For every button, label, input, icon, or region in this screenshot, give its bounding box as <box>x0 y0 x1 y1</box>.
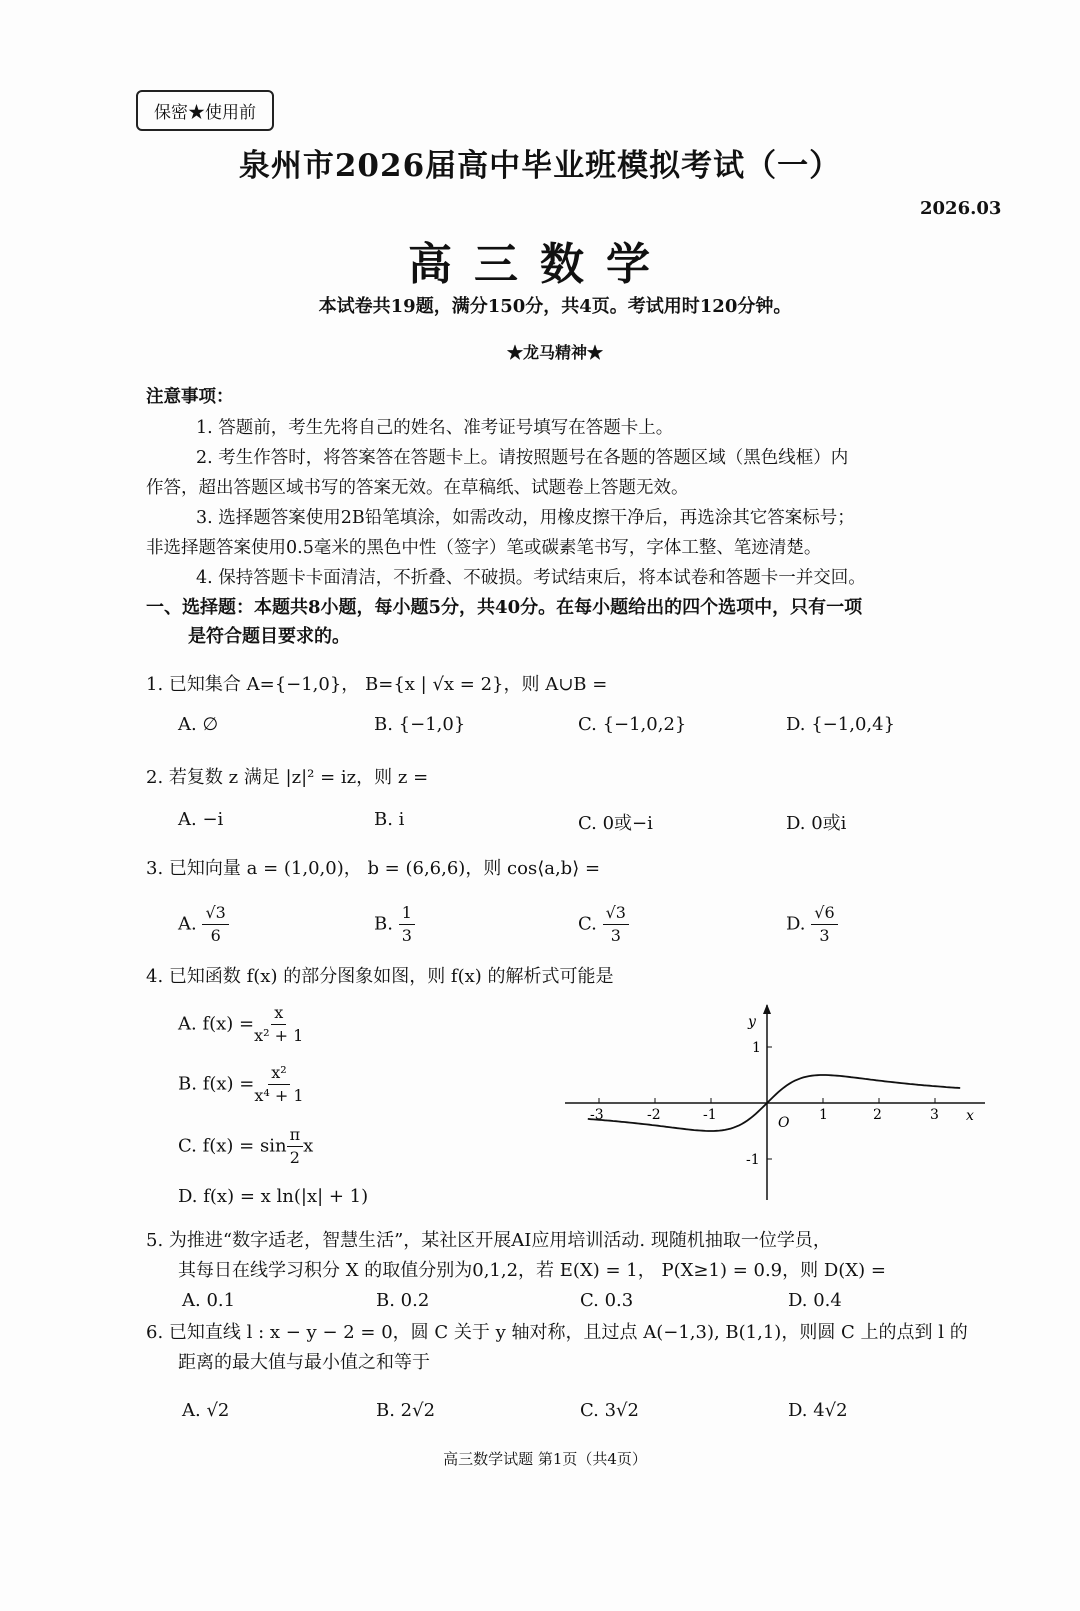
option-c: C. {−1,0,2} <box>578 714 687 735</box>
question-5-cont: 其每日在线学习积分 X 的取值分别为0,1,2，若 E(X) = 1， P(X≥1) = 0.9，则 D(X) = <box>178 1260 886 1281</box>
x-tick-label: -2 <box>647 1107 661 1123</box>
x-tick-label: -3 <box>590 1107 604 1123</box>
option-c: C. 0或−i <box>578 813 653 834</box>
option-label: A. <box>178 1013 197 1035</box>
option-a <box>178 1002 303 1047</box>
denominator: 6 <box>210 926 221 945</box>
denominator: x² + 1 <box>254 1026 304 1045</box>
numerator: √3 <box>603 902 629 925</box>
option-label: D. <box>178 1186 198 1207</box>
subject-title: 高三数学 <box>408 239 672 290</box>
option-b: B. 0.2 <box>376 1290 430 1311</box>
option-a <box>178 902 229 947</box>
option-d <box>178 1186 368 1207</box>
denominator: 2 <box>289 1148 300 1167</box>
fraction <box>287 1124 304 1169</box>
option-b <box>374 902 415 947</box>
question-6-cont: 距离的最大值与最小值之和等于 <box>178 1352 430 1373</box>
section-heading: 一、选择题：本题共8小题，每小题5分，共40分。在每小题给出的四个选项中，只有一项 <box>146 597 863 618</box>
fraction <box>254 1002 303 1047</box>
question-6: 6. 已知直线 l : x − y − 2 = 0，圆 C 关于 y 轴对称，且过点 A(−1,3), B(1,1)，则圆 C 上的点到 l 的 <box>146 1322 968 1343</box>
x-tick-label: -1 <box>703 1107 717 1123</box>
option-c <box>578 902 629 947</box>
page-footer: 高三数学试题 第1页（共4页） <box>443 1450 647 1468</box>
expr: x <box>303 1135 314 1157</box>
expr: f(x) = x ln(|x| + 1) <box>203 1186 369 1207</box>
option-label: B. <box>178 1073 197 1095</box>
note-line: 作答，超出答题区域书写的答案无效。在草稿纸、试题卷上答题无效。 <box>146 478 689 498</box>
exam-info: 本试卷共19题，满分150分，共4页。考试用时120分钟。 <box>318 296 792 317</box>
fraction <box>603 902 629 947</box>
x-tick-label: 3 <box>930 1107 939 1123</box>
option-label: D. <box>786 913 806 935</box>
option-b <box>178 1062 304 1107</box>
section-heading-cont: 是符合题目要求的。 <box>188 626 350 647</box>
option-d: D. 0.4 <box>788 1290 842 1311</box>
y-tick-label: 1 <box>752 1040 761 1056</box>
fraction <box>202 902 228 947</box>
numerator: x <box>271 1002 286 1025</box>
exam-title: 泉州市2026届高中毕业班模拟考试（一） <box>238 148 842 184</box>
option-a: A. −i <box>178 809 224 830</box>
y-tick-label: -1 <box>746 1152 760 1168</box>
denominator: 3 <box>819 926 830 945</box>
note-line: 4. 保持答题卡卡面清洁，不折叠、不破损。考试结束后，将本试卷和答题卡一并交回。 <box>196 568 866 588</box>
numerator: π <box>287 1124 304 1147</box>
denominator: x⁴ + 1 <box>254 1086 304 1105</box>
numerator: 1 <box>399 902 415 925</box>
question-2: 2. 若复数 z 满足 |z|² = iz，则 z = <box>146 767 429 788</box>
fraction <box>399 902 415 947</box>
note-line: 3. 选择题答案使用2B铅笔填涂，如需改动，用橡皮擦干净后，再选涂其它答案标号； <box>196 508 855 528</box>
question-4: 4. 已知函数 f(x) 的部分图象如图，则 f(x) 的解析式可能是 <box>146 966 614 987</box>
note-line: 2. 考生作答时，将答案答在答题卡上。请按照题号在各题的答题区域（黑色线框）内 <box>196 448 849 468</box>
function-graph <box>560 1000 990 1200</box>
confidential-label: 保密★使用前 <box>136 90 274 131</box>
y-axis-label: y <box>748 1014 756 1030</box>
option-b: B. 2√2 <box>376 1400 436 1421</box>
question-3: 3. 已知向量 a = (1,0,0)， b = (6,6,6)，则 cos⟨a,b⟩ = <box>146 858 601 879</box>
y-axis-arrow <box>763 1004 771 1014</box>
fraction <box>811 902 837 947</box>
option-d: D. 4√2 <box>788 1400 848 1421</box>
expr: f(x) = <box>202 1013 255 1035</box>
denominator: 3 <box>610 926 621 945</box>
option-d: D. {−1,0,4} <box>786 714 896 735</box>
option-b: B. i <box>374 809 405 830</box>
option-label: A. <box>178 913 197 935</box>
option-a: A. ∅ <box>178 714 219 735</box>
denominator: 3 <box>401 926 412 945</box>
option-c: C. 0.3 <box>580 1290 634 1311</box>
option-c <box>178 1124 313 1169</box>
numerator: √6 <box>811 902 837 925</box>
exam-date: 2026.03 <box>920 198 1002 219</box>
option-d <box>786 902 838 947</box>
option-a: A. 0.1 <box>182 1290 236 1311</box>
x-tick-label: 2 <box>873 1107 882 1123</box>
expr: f(x) = <box>202 1073 255 1095</box>
option-label: B. <box>374 913 393 935</box>
x-axis-label: x <box>966 1108 974 1124</box>
x-tick-label: 1 <box>819 1107 828 1123</box>
option-label: C. <box>578 913 597 935</box>
question-5: 5. 为推进“数字适老，智慧生活”，某社区开展AI应用培训活动. 现随机抽取一位学员， <box>146 1230 831 1251</box>
fraction <box>254 1062 303 1107</box>
option-c: C. 3√2 <box>580 1400 639 1421</box>
option-label: C. <box>178 1135 197 1157</box>
option-b: B. {−1,0} <box>374 714 466 735</box>
numerator: √3 <box>202 902 228 925</box>
origin-label: O <box>778 1115 790 1131</box>
notes-heading: 注意事项： <box>146 387 234 407</box>
question-1: 1. 已知集合 A={−1,0}， B={x | √x = 2}，则 A∪B = <box>146 674 608 695</box>
numerator: x² <box>268 1062 289 1085</box>
note-line: 1. 答题前，考生先将自己的姓名、准考证号填写在答题卡上。 <box>196 418 674 438</box>
note-line: 非选择题答案使用0.5毫米的黑色中性（签字）笔或碳素笔书写，字体工整、笔迹清楚。 <box>146 538 822 558</box>
option-d: D. 0或i <box>786 813 847 834</box>
option-a: A. √2 <box>182 1400 230 1421</box>
motto: ★龙马精神★ <box>506 343 603 362</box>
expr: f(x) = sin <box>202 1135 287 1157</box>
